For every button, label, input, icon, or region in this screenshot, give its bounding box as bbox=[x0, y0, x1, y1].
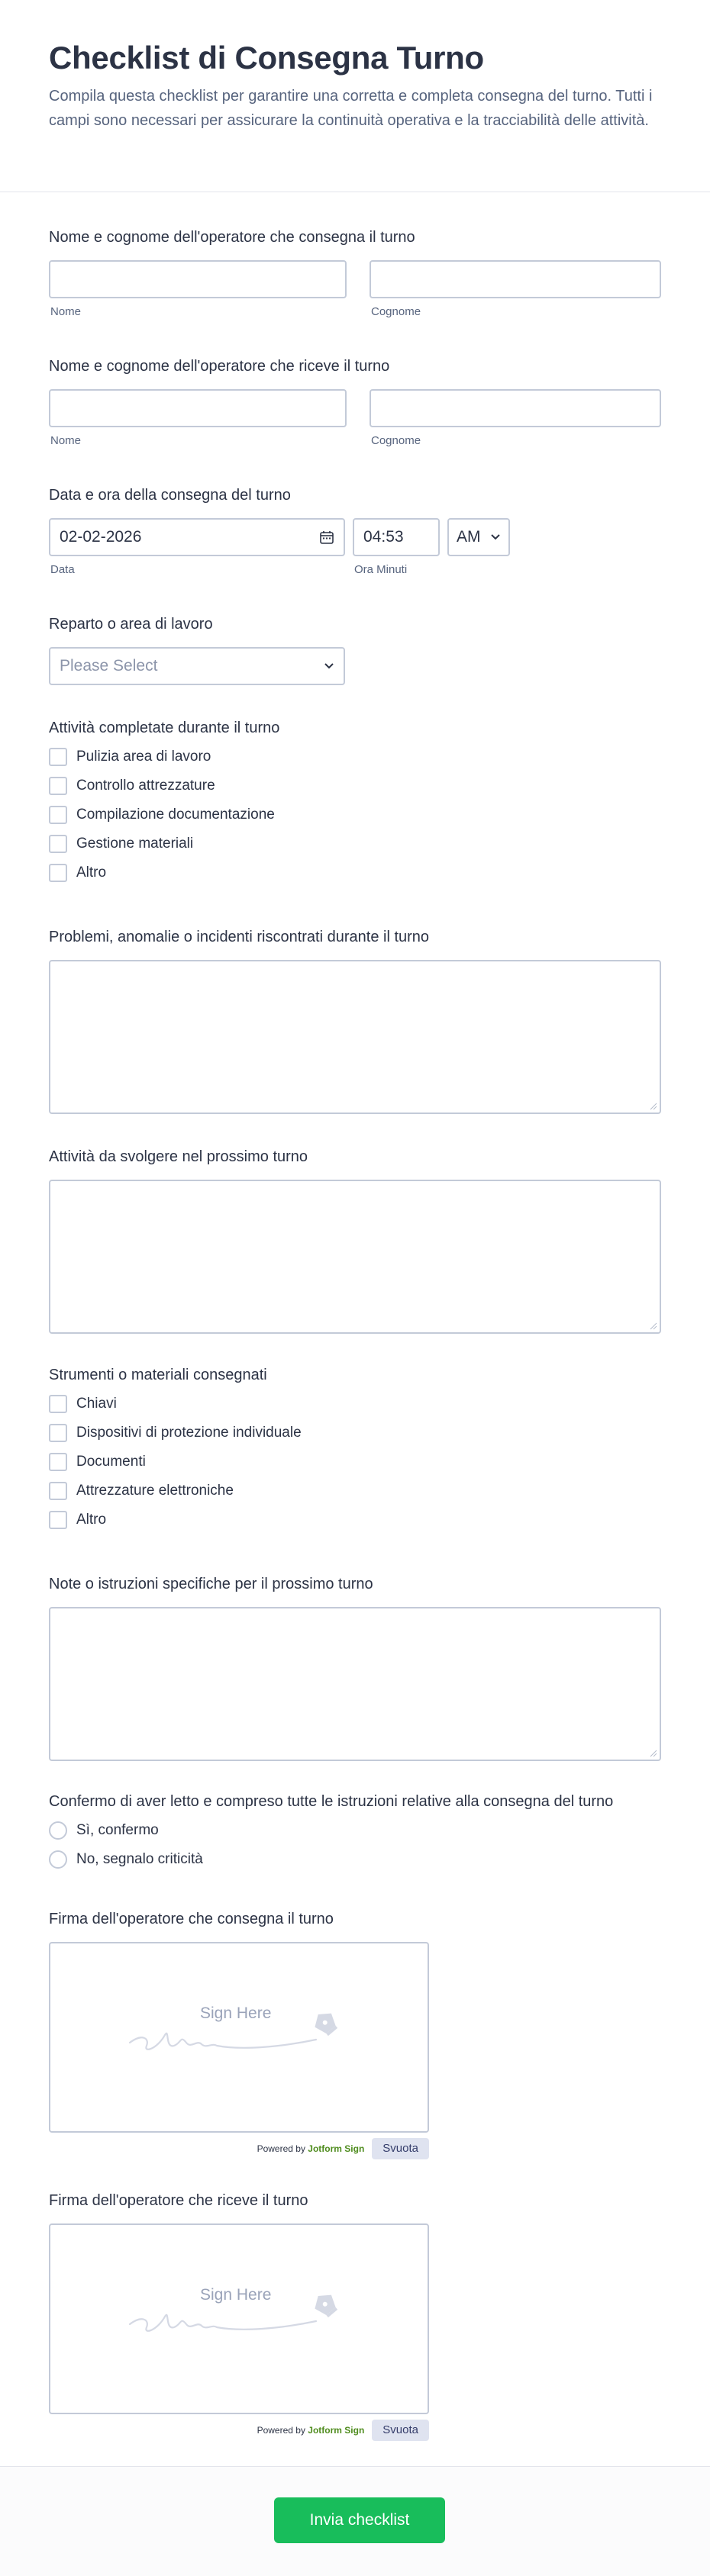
clear-signature-button[interactable]: Svuota bbox=[372, 2138, 429, 2159]
option-label: Documenti bbox=[76, 1454, 146, 1470]
tool-option[interactable] bbox=[49, 1393, 117, 1415]
activity-option[interactable] bbox=[49, 832, 193, 855]
time-input[interactable] bbox=[353, 518, 440, 556]
clear-signature-button[interactable]: Svuota bbox=[372, 2420, 429, 2441]
department-label: Reparto o area di lavoro bbox=[49, 616, 213, 633]
tool-option[interactable] bbox=[49, 1422, 302, 1444]
option-label: Controllo attrezzature bbox=[76, 778, 215, 794]
time-sublabel: Ora Minuti bbox=[354, 563, 408, 576]
problems-field bbox=[49, 927, 661, 1118]
notes-field bbox=[49, 1574, 661, 1765]
signature-placeholder: Sign Here bbox=[200, 2004, 272, 2022]
option-label: Pulizia area di lavoro bbox=[76, 749, 211, 765]
option-label: Chiavi bbox=[76, 1396, 117, 1412]
confirm-field bbox=[49, 1792, 661, 1883]
checkbox[interactable] bbox=[49, 835, 67, 853]
confirm-label: Confermo di aver letto e compreso tutte le istruzioni relative alla consegna del turno bbox=[49, 1793, 614, 1810]
signature-pad[interactable] bbox=[49, 1942, 429, 2133]
tools-field bbox=[49, 1365, 661, 1548]
notes-textarea[interactable] bbox=[49, 1607, 661, 1761]
option-label: Altro bbox=[76, 865, 107, 881]
radio-button[interactable] bbox=[49, 1821, 67, 1840]
problems-textarea[interactable] bbox=[49, 960, 661, 1114]
signature-footer bbox=[49, 2420, 429, 2441]
department-field bbox=[49, 614, 661, 691]
confirm-yes-option[interactable] bbox=[49, 1819, 159, 1842]
problems-label: Problemi, anomalie o incidenti riscontrati durante il turno bbox=[49, 929, 430, 945]
checkbox[interactable] bbox=[49, 748, 67, 766]
operator-in-first-name-input[interactable] bbox=[49, 389, 347, 427]
datetime-field bbox=[49, 485, 661, 584]
resize-handle-icon[interactable] bbox=[648, 1321, 657, 1330]
submit-button[interactable]: Invia checklist bbox=[274, 2497, 445, 2543]
powered-brand: Jotform Sign bbox=[308, 2425, 365, 2436]
tool-option[interactable] bbox=[49, 1451, 146, 1473]
activity-option[interactable] bbox=[49, 745, 211, 768]
sign-out-label: Firma dell'operatore che consegna il turno bbox=[49, 1911, 334, 1927]
operator-out-last-name-input[interactable] bbox=[370, 260, 661, 298]
ampm-select[interactable] bbox=[447, 518, 510, 556]
time-value: 04:53 bbox=[363, 528, 404, 546]
checkbox[interactable] bbox=[49, 864, 67, 882]
sign-in-label: Firma dell'operatore che riceve il turno bbox=[49, 2192, 308, 2209]
operator-out-label: Nome e cognome dell'operatore che consegna il turno bbox=[49, 229, 415, 246]
form-title: Checklist di Consegna Turno bbox=[49, 40, 484, 76]
powered-prefix: Powered by bbox=[257, 2425, 305, 2436]
chevron-down-icon bbox=[324, 662, 334, 670]
signature-pad[interactable] bbox=[49, 2223, 429, 2414]
form-footer bbox=[0, 2466, 710, 2576]
checkbox[interactable] bbox=[49, 1424, 67, 1442]
operator-in-field bbox=[49, 356, 661, 456]
operator-out-first-name-input[interactable] bbox=[49, 260, 347, 298]
next-tasks-label: Attività da svolgere nel prossimo turno bbox=[49, 1148, 308, 1165]
tool-option[interactable] bbox=[49, 1509, 106, 1531]
operator-in-last-sublabel: Cognome bbox=[371, 434, 421, 447]
datetime-label: Data e ora della consegna del turno bbox=[49, 487, 291, 504]
option-label: Gestione materiali bbox=[76, 836, 194, 852]
powered-brand: Jotform Sign bbox=[308, 2143, 365, 2154]
signature-footer bbox=[49, 2138, 429, 2159]
chevron-down-icon bbox=[490, 533, 501, 541]
checkbox[interactable] bbox=[49, 777, 67, 795]
activity-option[interactable] bbox=[49, 803, 275, 826]
resize-handle-icon[interactable] bbox=[648, 1101, 657, 1110]
operator-out-field bbox=[49, 227, 661, 327]
operator-out-first-sublabel: Nome bbox=[50, 305, 82, 318]
powered-prefix: Powered by bbox=[257, 2143, 305, 2154]
powered-by bbox=[257, 2425, 365, 2436]
confirm-no-option[interactable] bbox=[49, 1848, 203, 1871]
ampm-value: AM bbox=[457, 528, 481, 546]
option-label: No, segnalo criticità bbox=[76, 1851, 203, 1867]
checkbox[interactable] bbox=[49, 806, 67, 824]
sign-in-field bbox=[49, 2191, 661, 2450]
option-label: Attrezzature elettroniche bbox=[76, 1483, 234, 1499]
checkbox[interactable] bbox=[49, 1453, 67, 1471]
form-description: Compila questa checklist per garantire una corretta e completa consegna del turno. Tutti i campi sono necessari per assicurare la continuità operativa e la tracciabilità delle attività. bbox=[49, 88, 653, 129]
powered-by bbox=[257, 2143, 365, 2154]
operator-out-last-sublabel: Cognome bbox=[371, 305, 421, 318]
department-placeholder: Please Select bbox=[60, 657, 158, 675]
date-sublabel: Data bbox=[50, 563, 75, 576]
date-input[interactable] bbox=[49, 518, 345, 556]
option-label: Altro bbox=[76, 1512, 107, 1528]
operator-in-label: Nome e cognome dell'operatore che riceve il turno bbox=[49, 358, 390, 375]
next-tasks-textarea[interactable] bbox=[49, 1180, 661, 1334]
form-body bbox=[0, 192, 710, 2529]
resize-handle-icon[interactable] bbox=[648, 1748, 657, 1757]
operator-in-first-sublabel: Nome bbox=[50, 434, 82, 447]
radio-button[interactable] bbox=[49, 1850, 67, 1869]
signature-placeholder: Sign Here bbox=[200, 2286, 272, 2304]
activity-option[interactable] bbox=[49, 861, 106, 884]
option-label: Dispositivi di protezione individuale bbox=[76, 1425, 302, 1441]
option-label: Compilazione documentazione bbox=[76, 807, 275, 823]
sign-out-field bbox=[49, 1909, 661, 2169]
activity-option[interactable] bbox=[49, 774, 215, 797]
calendar-icon[interactable] bbox=[319, 530, 334, 545]
checkbox[interactable] bbox=[49, 1482, 67, 1500]
form-header bbox=[0, 0, 710, 192]
next-tasks-field bbox=[49, 1147, 661, 1338]
option-label: Sì, confermo bbox=[76, 1822, 159, 1838]
date-value: 02-02-2026 bbox=[60, 528, 142, 546]
activities-field bbox=[49, 718, 661, 901]
notes-label: Note o istruzioni specifiche per il prossimo turno bbox=[49, 1576, 373, 1592]
operator-in-last-name-input[interactable] bbox=[370, 389, 661, 427]
checkbox[interactable] bbox=[49, 1395, 67, 1413]
tools-label: Strumenti o materiali consegnati bbox=[49, 1367, 267, 1383]
tool-option[interactable] bbox=[49, 1480, 234, 1502]
checkbox[interactable] bbox=[49, 1511, 67, 1529]
department-select[interactable] bbox=[49, 647, 345, 685]
activities-label: Attività completate durante il turno bbox=[49, 720, 280, 736]
